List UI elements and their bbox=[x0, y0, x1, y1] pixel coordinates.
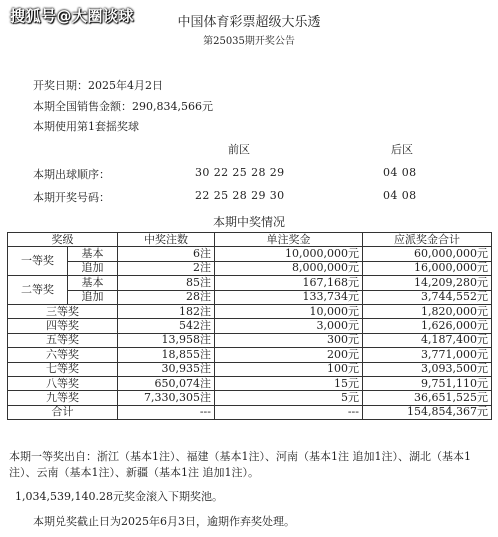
winner-count: 30,935注 bbox=[118, 362, 215, 376]
winner-count: 6注 bbox=[118, 247, 215, 261]
unit-prize: 200元 bbox=[215, 348, 363, 362]
winner-count: 2注 bbox=[118, 261, 215, 275]
draw-order-back: 04 08 bbox=[383, 166, 417, 179]
sales-amount: 本期全国销售金额：290,834,566元 bbox=[33, 100, 213, 113]
winner-count: 85注 bbox=[118, 276, 215, 290]
winner-count: 7,330,305注 bbox=[118, 391, 215, 405]
table-row bbox=[8, 376, 492, 390]
front-zone-header: 前区 bbox=[228, 143, 250, 156]
watermark-logo: 搜狐号@大圈谈球 bbox=[10, 7, 135, 25]
total-prize: 36,651,525元 bbox=[363, 391, 492, 405]
total-prize: 16,000,000元 bbox=[363, 261, 492, 275]
unit-prize: 5元 bbox=[215, 391, 363, 405]
total-prize: 9,751,110元 bbox=[363, 376, 492, 390]
unit-prize: 300元 bbox=[215, 333, 363, 347]
winning-numbers-front: 22 25 28 29 30 bbox=[195, 189, 285, 202]
header-unit-prize: 单注奖金 bbox=[215, 233, 363, 247]
sub-level: 追加 bbox=[68, 290, 118, 304]
prize-level: 八等奖 bbox=[8, 376, 118, 390]
ball-set: 本期使用第1套摇奖球 bbox=[33, 120, 139, 133]
prize-level: 五等奖 bbox=[8, 333, 118, 347]
back-zone-header: 后区 bbox=[391, 143, 413, 156]
prize-level: 七等奖 bbox=[8, 362, 118, 376]
total-count: --- bbox=[118, 405, 215, 419]
table-row bbox=[8, 348, 492, 362]
table-row bbox=[8, 261, 492, 275]
total-prize: 3,093,500元 bbox=[363, 362, 492, 376]
draw-date: 开奖日期：2025年4月2日 bbox=[33, 79, 163, 92]
unit-prize: 8,000,000元 bbox=[215, 261, 363, 275]
level-first-prize: 一等奖 bbox=[8, 247, 68, 276]
winner-count: 28注 bbox=[118, 290, 215, 304]
total-prize: 1,626,000元 bbox=[363, 319, 492, 333]
header-total-prize: 应派奖金合计 bbox=[363, 233, 492, 247]
level-second-prize: 二等奖 bbox=[8, 276, 68, 305]
table-row bbox=[8, 391, 492, 405]
header-count: 中奖注数 bbox=[118, 233, 215, 247]
unit-prize: 100元 bbox=[215, 362, 363, 376]
table-row bbox=[8, 247, 492, 261]
jackpot-rollover: 1,034,539,140.28元奖金滚入下期奖池。 bbox=[15, 490, 223, 503]
header-level: 奖级 bbox=[8, 233, 118, 247]
unit-prize: 15元 bbox=[215, 376, 363, 390]
grand-total: 154,854,367元 bbox=[363, 405, 492, 419]
unit-prize: 3,000元 bbox=[215, 319, 363, 333]
prize-level: 四等奖 bbox=[8, 319, 118, 333]
total-prize: 1,820,000元 bbox=[363, 304, 492, 318]
table-row bbox=[8, 276, 492, 290]
table-row bbox=[8, 333, 492, 347]
table-row bbox=[8, 362, 492, 376]
table-row bbox=[8, 319, 492, 333]
winning-numbers-back: 04 08 bbox=[383, 189, 417, 202]
winner-count: 542注 bbox=[118, 319, 215, 333]
unit-prize: 167,168元 bbox=[215, 276, 363, 290]
table-header-row bbox=[8, 233, 492, 247]
unit-prize: 133,734元 bbox=[215, 290, 363, 304]
unit-prize: 10,000,000元 bbox=[215, 247, 363, 261]
prize-level: 九等奖 bbox=[8, 391, 118, 405]
page-subtitle: 第25035期开奖公告 bbox=[203, 36, 295, 47]
total-prize: 3,771,000元 bbox=[363, 348, 492, 362]
prize-level: 三等奖 bbox=[8, 304, 118, 318]
total-prize: 14,209,280元 bbox=[363, 276, 492, 290]
sub-level: 基本 bbox=[68, 276, 118, 290]
draw-order-label: 本期出球顺序： bbox=[33, 168, 110, 181]
winning-numbers-label: 本期开奖号码： bbox=[33, 191, 110, 204]
total-label: 合计 bbox=[8, 405, 118, 419]
prize-table bbox=[7, 232, 492, 420]
table-row bbox=[8, 290, 492, 304]
total-prize: 3,744,552元 bbox=[363, 290, 492, 304]
winner-count: 650,074注 bbox=[118, 376, 215, 390]
prize-section-title: 本期中奖情况 bbox=[212, 215, 285, 229]
sub-level: 基本 bbox=[68, 247, 118, 261]
winner-count: 18,855注 bbox=[118, 348, 215, 362]
unit-prize: 10,000元 bbox=[215, 304, 363, 318]
claim-deadline: 本期兑奖截止日为2025年6月3日，逾期作弃奖处理。 bbox=[33, 515, 295, 528]
sub-level: 追加 bbox=[68, 261, 118, 275]
table-row bbox=[8, 304, 492, 318]
winner-count: 182注 bbox=[118, 304, 215, 318]
draw-order-front: 30 22 25 28 29 bbox=[195, 166, 285, 179]
first-prize-origin: 本期一等奖出自：浙江（基本1注）、福建（基本1注）、河南（基本1注 追加1注）、湖北（基本1注）、云南（基本1注）、新疆（基本1注 追加1注）。 bbox=[9, 450, 471, 479]
prize-level: 六等奖 bbox=[8, 348, 118, 362]
total-unit: --- bbox=[215, 405, 363, 419]
winner-count: 13,958注 bbox=[118, 333, 215, 347]
total-prize: 60,000,000元 bbox=[363, 247, 492, 261]
table-total-row bbox=[8, 405, 492, 419]
page-title: 中国体育彩票超级大乐透 bbox=[177, 15, 321, 30]
total-prize: 4,187,400元 bbox=[363, 333, 492, 347]
